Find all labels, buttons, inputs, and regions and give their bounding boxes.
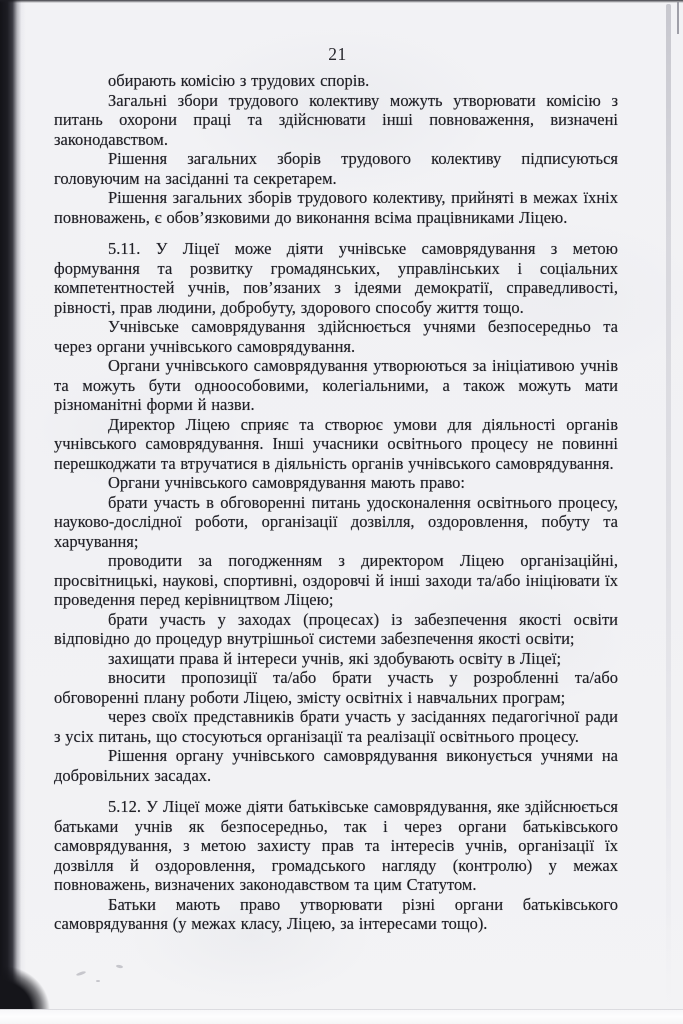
paragraph-decisions-binding: Рішення загальних зборів трудового колективу, прийняті в межах їхніх повноважень, є обов’язковими до виконання всіма працівниками Ліцею. <box>54 188 618 227</box>
paragraph-right-discussion: брати участь в обговоренні питань удосконалення освітнього процесу, науково-дослідної роботи, організації дозвілля, оздоровлення, побуту та харчування; <box>54 492 618 551</box>
paragraph-parents-right-bodies: Батьки мають право утворювати різні органи батьківського самоврядування (у межах класу, Ліцею, за інтересами тощо). <box>54 894 618 933</box>
page-number: 21 <box>328 44 347 64</box>
pencil-smudge-mark <box>96 980 100 982</box>
scan-binding-shadow <box>0 0 26 1010</box>
paragraph-right-pedagogical-council: через своїх представників брати участь у засіданнях педагогічної ради з усіх питань, що стосуються організації та реалізації освітнього процесу. <box>54 707 618 746</box>
paragraph-decisions-signed: Рішення загальних зборів трудового колективу підписуються головуючим на засіданні та секретарем. <box>54 149 618 188</box>
paragraph-right-quality-assurance: брати участь у заходах (процесах) із забезпечення якості освіти відповідно до процедур внутрішньої системи забезпечення якості освіти; <box>54 609 618 648</box>
paragraph-student-bodies-formation: Органи учнівського самоврядування утворюються за ініціативою учнів та можуть бути одноособовими, колегіальними, а також можуть мати різноманітні форми й назви. <box>54 356 618 414</box>
scan-corner-shadow <box>0 958 64 1010</box>
scan-edge-mark <box>677 2 679 34</box>
paragraph-commission-labor-disputes: обирають комісію з трудових спорів. <box>108 71 370 90</box>
paragraph-section-5-11: 5.11. У Ліцеї може діяти учнівське самоврядування з метою формування та розвитку громадянських, управлінських і соціальних компетентностей учнів, пов’язаних з ідеями демократії, справедливості, рівності, прав людини, добробуту, здорового способу життя тощо. <box>54 239 618 317</box>
pencil-smudge-mark <box>76 971 86 977</box>
scanner-bed-strip <box>0 1009 683 1024</box>
page-right-edge-shadow <box>666 4 671 1004</box>
paragraph-student-self-governance-direct: Учнівське самоврядування здійснюється учнями безпосередньо та через органи учнівського самоврядування. <box>54 317 618 356</box>
paragraph-right-protect-interests: захищати права й інтереси учнів, які здобувають освіту в Ліцеї; <box>108 648 562 668</box>
paragraph-director-support: Директор Ліцею сприяє та створює умови для діяльності органів учнівського самоврядування. Інші учасники освітнього процесу не повинні перешкоджати та втручатися в діяльність органів учнівського самоврядування. <box>54 414 618 473</box>
document-body-text <box>54 71 618 934</box>
paragraph-voluntary-execution: Рішення органу учнівського самоврядування виконується учнями на добровільних засадах. <box>54 746 618 785</box>
paragraph-right-events: проводити за погодженням з директором Ліцею організаційні, просвітницькі, наукові, спортивні, оздоровчі й інші заходи та/або ініціювати їх проведення перед керівництвом Ліцею; <box>54 551 618 609</box>
pencil-smudge-mark <box>116 964 123 968</box>
scan-top-edge-shadow <box>0 0 683 3</box>
paragraph-student-bodies-rights-heading: Органи учнівського самоврядування мають право: <box>108 473 465 492</box>
paragraph-right-proposals: вносити пропозиції та/або брати участь у розробленні та/або обговоренні плану роботи Ліцею, змісту освітніх і навчальних програм; <box>54 668 618 707</box>
paragraph-general-meeting-powers: Загальні збори трудового колективу можуть утворювати комісію з питань охорони праці та здійснювати інші повноваження, визначені законодавством. <box>54 90 618 149</box>
paragraph-section-5-12: 5.12. У Ліцеї може діяти батьківське самоврядування, яке здійснюється батьками учнів як безпосередньо, так і через органи батьківського самоврядування, з метою захисту прав та інтересів учнів, організації їх дозвілля й оздоровлення, громадського нагляду (контролю) у межах повноважень, визначених законодавством та цим Статутом. <box>54 797 618 894</box>
